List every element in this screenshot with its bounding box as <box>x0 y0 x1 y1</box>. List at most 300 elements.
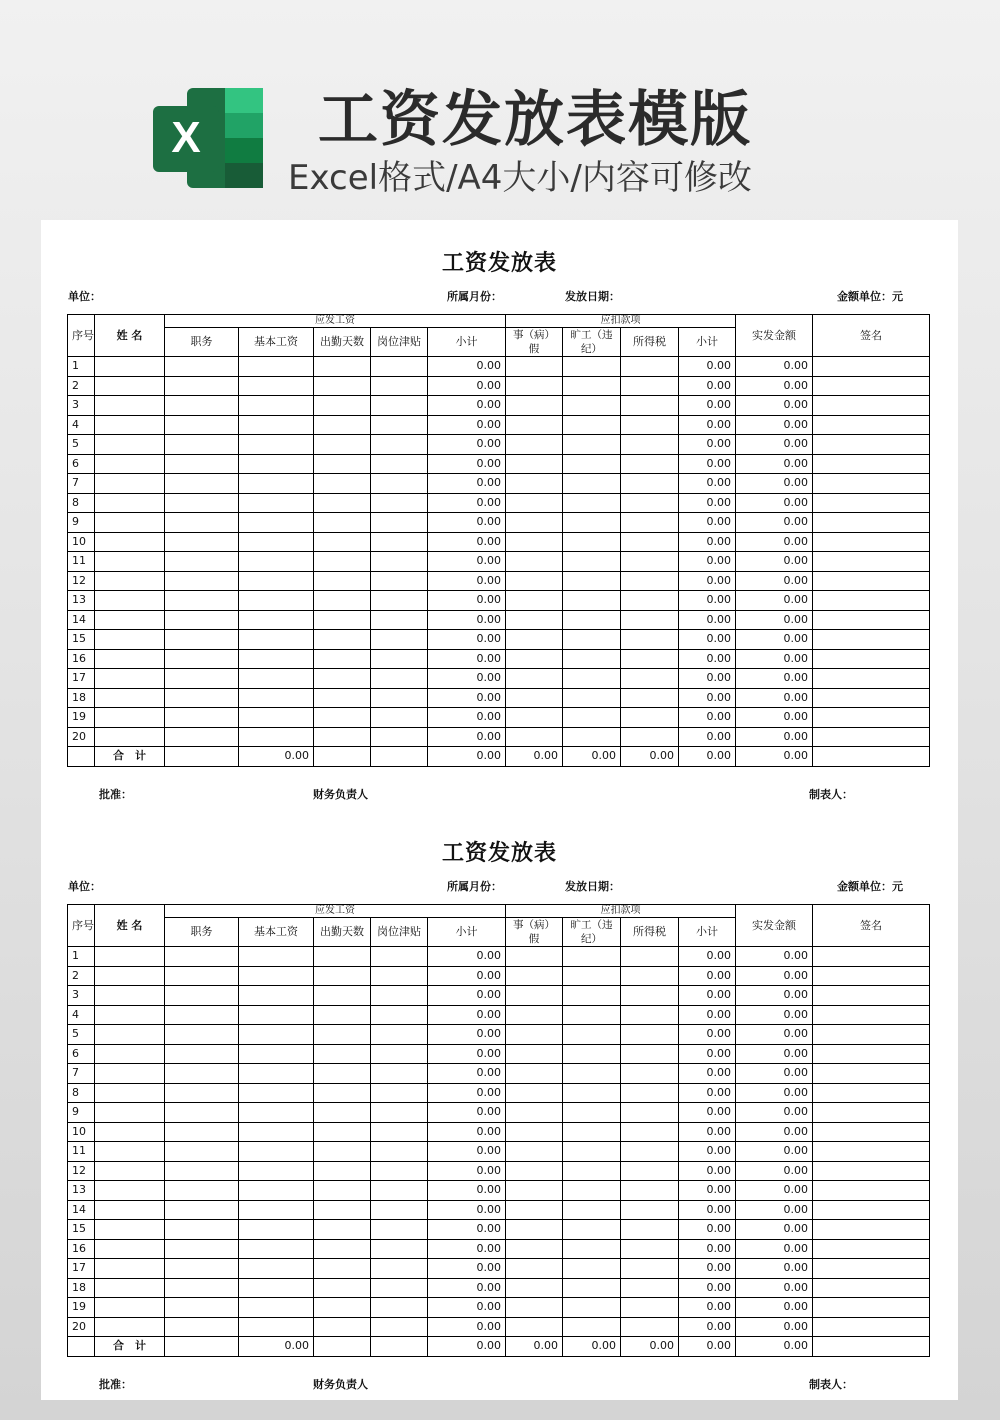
row-base-cell[interactable] <box>239 1005 314 1025</box>
row-base-cell[interactable] <box>239 513 314 533</box>
row-name-cell[interactable] <box>95 454 165 474</box>
row-absent-cell[interactable] <box>563 1142 621 1162</box>
row-leave-cell[interactable] <box>506 669 563 689</box>
row-absent-cell[interactable] <box>563 474 621 494</box>
row-position-cell[interactable] <box>165 513 239 533</box>
row-base-cell[interactable] <box>239 454 314 474</box>
row-days-cell[interactable] <box>314 1161 371 1181</box>
row-base-cell[interactable] <box>239 591 314 611</box>
row-tax-cell[interactable] <box>621 357 679 377</box>
row-leave-cell[interactable] <box>506 493 563 513</box>
row-absent-cell[interactable] <box>563 357 621 377</box>
row-sign-cell[interactable] <box>813 630 930 650</box>
row-position-cell[interactable] <box>165 552 239 572</box>
row-leave-cell[interactable] <box>506 1317 563 1337</box>
row-days-cell[interactable] <box>314 1083 371 1103</box>
row-sign-cell[interactable] <box>813 591 930 611</box>
row-absent-cell[interactable] <box>563 1317 621 1337</box>
row-sign-cell[interactable] <box>813 1064 930 1084</box>
row-position-cell[interactable] <box>165 1142 239 1162</box>
row-leave-cell[interactable] <box>506 1142 563 1162</box>
row-base-cell[interactable] <box>239 1317 314 1337</box>
row-name-cell[interactable] <box>95 986 165 1006</box>
row-absent-cell[interactable] <box>563 513 621 533</box>
row-allowance-cell[interactable] <box>371 435 428 455</box>
row-tax-cell[interactable] <box>621 1083 679 1103</box>
row-absent-cell[interactable] <box>563 1025 621 1045</box>
row-days-cell[interactable] <box>314 552 371 572</box>
total-days-cell[interactable] <box>314 1337 371 1357</box>
row-position-cell[interactable] <box>165 571 239 591</box>
row-name-cell[interactable] <box>95 1298 165 1318</box>
row-tax-cell[interactable] <box>621 474 679 494</box>
row-base-cell[interactable] <box>239 1142 314 1162</box>
row-absent-cell[interactable] <box>563 1064 621 1084</box>
row-tax-cell[interactable] <box>621 1103 679 1123</box>
row-base-cell[interactable] <box>239 1259 314 1279</box>
row-days-cell[interactable] <box>314 435 371 455</box>
row-position-cell[interactable] <box>165 396 239 416</box>
row-allowance-cell[interactable] <box>371 532 428 552</box>
row-allowance-cell[interactable] <box>371 1025 428 1045</box>
row-absent-cell[interactable] <box>563 708 621 728</box>
row-base-cell[interactable] <box>239 1181 314 1201</box>
row-leave-cell[interactable] <box>506 649 563 669</box>
row-allowance-cell[interactable] <box>371 513 428 533</box>
row-tax-cell[interactable] <box>621 669 679 689</box>
row-leave-cell[interactable] <box>506 727 563 747</box>
row-absent-cell[interactable] <box>563 415 621 435</box>
row-leave-cell[interactable] <box>506 1122 563 1142</box>
row-sign-cell[interactable] <box>813 1298 930 1318</box>
row-base-cell[interactable] <box>239 1239 314 1259</box>
row-leave-cell[interactable] <box>506 630 563 650</box>
row-tax-cell[interactable] <box>621 727 679 747</box>
row-allowance-cell[interactable] <box>371 415 428 435</box>
row-sign-cell[interactable] <box>813 357 930 377</box>
row-absent-cell[interactable] <box>563 1083 621 1103</box>
row-base-cell[interactable] <box>239 1122 314 1142</box>
row-days-cell[interactable] <box>314 376 371 396</box>
row-position-cell[interactable] <box>165 669 239 689</box>
row-days-cell[interactable] <box>314 1122 371 1142</box>
row-tax-cell[interactable] <box>621 630 679 650</box>
row-tax-cell[interactable] <box>621 1122 679 1142</box>
row-tax-cell[interactable] <box>621 1181 679 1201</box>
row-base-cell[interactable] <box>239 376 314 396</box>
row-base-cell[interactable] <box>239 947 314 967</box>
row-tax-cell[interactable] <box>621 708 679 728</box>
total-allowance-cell[interactable] <box>371 747 428 767</box>
row-allowance-cell[interactable] <box>371 376 428 396</box>
row-position-cell[interactable] <box>165 649 239 669</box>
row-position-cell[interactable] <box>165 1103 239 1123</box>
row-tax-cell[interactable] <box>621 1298 679 1318</box>
row-name-cell[interactable] <box>95 947 165 967</box>
row-days-cell[interactable] <box>314 1064 371 1084</box>
row-allowance-cell[interactable] <box>371 552 428 572</box>
row-days-cell[interactable] <box>314 1142 371 1162</box>
row-position-cell[interactable] <box>165 493 239 513</box>
row-allowance-cell[interactable] <box>371 1142 428 1162</box>
row-sign-cell[interactable] <box>813 1200 930 1220</box>
row-leave-cell[interactable] <box>506 1161 563 1181</box>
row-sign-cell[interactable] <box>813 1005 930 1025</box>
row-base-cell[interactable] <box>239 708 314 728</box>
row-leave-cell[interactable] <box>506 708 563 728</box>
row-position-cell[interactable] <box>165 708 239 728</box>
total-days-cell[interactable] <box>314 747 371 767</box>
row-days-cell[interactable] <box>314 688 371 708</box>
row-name-cell[interactable] <box>95 1064 165 1084</box>
row-allowance-cell[interactable] <box>371 1103 428 1123</box>
row-base-cell[interactable] <box>239 727 314 747</box>
row-days-cell[interactable] <box>314 1259 371 1279</box>
row-absent-cell[interactable] <box>563 1278 621 1298</box>
row-absent-cell[interactable] <box>563 986 621 1006</box>
row-leave-cell[interactable] <box>506 1200 563 1220</box>
row-tax-cell[interactable] <box>621 1044 679 1064</box>
row-tax-cell[interactable] <box>621 1278 679 1298</box>
total-sign-cell[interactable] <box>813 747 930 767</box>
row-days-cell[interactable] <box>314 1239 371 1259</box>
row-base-cell[interactable] <box>239 357 314 377</box>
row-allowance-cell[interactable] <box>371 1064 428 1084</box>
row-position-cell[interactable] <box>165 1025 239 1045</box>
row-allowance-cell[interactable] <box>371 493 428 513</box>
row-base-cell[interactable] <box>239 610 314 630</box>
row-absent-cell[interactable] <box>563 571 621 591</box>
row-base-cell[interactable] <box>239 1103 314 1123</box>
row-base-cell[interactable] <box>239 435 314 455</box>
row-days-cell[interactable] <box>314 1044 371 1064</box>
row-allowance-cell[interactable] <box>371 649 428 669</box>
row-leave-cell[interactable] <box>506 966 563 986</box>
row-absent-cell[interactable] <box>563 1298 621 1318</box>
row-name-cell[interactable] <box>95 708 165 728</box>
row-name-cell[interactable] <box>95 966 165 986</box>
row-tax-cell[interactable] <box>621 571 679 591</box>
row-name-cell[interactable] <box>95 727 165 747</box>
row-leave-cell[interactable] <box>506 435 563 455</box>
row-position-cell[interactable] <box>165 1259 239 1279</box>
row-allowance-cell[interactable] <box>371 986 428 1006</box>
row-absent-cell[interactable] <box>563 688 621 708</box>
row-leave-cell[interactable] <box>506 1064 563 1084</box>
row-days-cell[interactable] <box>314 532 371 552</box>
row-position-cell[interactable] <box>165 986 239 1006</box>
row-sign-cell[interactable] <box>813 1259 930 1279</box>
row-sign-cell[interactable] <box>813 708 930 728</box>
row-base-cell[interactable] <box>239 630 314 650</box>
row-leave-cell[interactable] <box>506 474 563 494</box>
row-name-cell[interactable] <box>95 630 165 650</box>
row-sign-cell[interactable] <box>813 552 930 572</box>
row-leave-cell[interactable] <box>506 1259 563 1279</box>
row-sign-cell[interactable] <box>813 376 930 396</box>
row-allowance-cell[interactable] <box>371 947 428 967</box>
row-sign-cell[interactable] <box>813 1278 930 1298</box>
row-days-cell[interactable] <box>314 474 371 494</box>
row-sign-cell[interactable] <box>813 986 930 1006</box>
row-sign-cell[interactable] <box>813 669 930 689</box>
row-name-cell[interactable] <box>95 1278 165 1298</box>
row-absent-cell[interactable] <box>563 435 621 455</box>
row-days-cell[interactable] <box>314 1200 371 1220</box>
row-tax-cell[interactable] <box>621 454 679 474</box>
row-position-cell[interactable] <box>165 630 239 650</box>
row-absent-cell[interactable] <box>563 1161 621 1181</box>
row-name-cell[interactable] <box>95 357 165 377</box>
row-leave-cell[interactable] <box>506 532 563 552</box>
row-absent-cell[interactable] <box>563 376 621 396</box>
row-leave-cell[interactable] <box>506 591 563 611</box>
row-leave-cell[interactable] <box>506 357 563 377</box>
row-base-cell[interactable] <box>239 1025 314 1045</box>
row-name-cell[interactable] <box>95 396 165 416</box>
row-name-cell[interactable] <box>95 1259 165 1279</box>
row-position-cell[interactable] <box>165 591 239 611</box>
row-name-cell[interactable] <box>95 1220 165 1240</box>
row-absent-cell[interactable] <box>563 1044 621 1064</box>
row-allowance-cell[interactable] <box>371 1083 428 1103</box>
row-days-cell[interactable] <box>314 947 371 967</box>
row-allowance-cell[interactable] <box>371 357 428 377</box>
row-sign-cell[interactable] <box>813 1220 930 1240</box>
row-days-cell[interactable] <box>314 966 371 986</box>
row-name-cell[interactable] <box>95 513 165 533</box>
row-position-cell[interactable] <box>165 966 239 986</box>
row-tax-cell[interactable] <box>621 532 679 552</box>
row-base-cell[interactable] <box>239 552 314 572</box>
row-position-cell[interactable] <box>165 1122 239 1142</box>
row-days-cell[interactable] <box>314 986 371 1006</box>
row-tax-cell[interactable] <box>621 1025 679 1045</box>
row-allowance-cell[interactable] <box>371 1317 428 1337</box>
row-name-cell[interactable] <box>95 532 165 552</box>
row-position-cell[interactable] <box>165 947 239 967</box>
row-sign-cell[interactable] <box>813 415 930 435</box>
row-name-cell[interactable] <box>95 376 165 396</box>
row-tax-cell[interactable] <box>621 435 679 455</box>
row-allowance-cell[interactable] <box>371 1278 428 1298</box>
row-name-cell[interactable] <box>95 1005 165 1025</box>
row-position-cell[interactable] <box>165 1220 239 1240</box>
row-name-cell[interactable] <box>95 474 165 494</box>
row-name-cell[interactable] <box>95 1083 165 1103</box>
row-allowance-cell[interactable] <box>371 610 428 630</box>
row-absent-cell[interactable] <box>563 630 621 650</box>
row-position-cell[interactable] <box>165 1044 239 1064</box>
row-allowance-cell[interactable] <box>371 1044 428 1064</box>
row-position-cell[interactable] <box>165 357 239 377</box>
row-position-cell[interactable] <box>165 415 239 435</box>
row-days-cell[interactable] <box>314 1181 371 1201</box>
row-position-cell[interactable] <box>165 610 239 630</box>
row-name-cell[interactable] <box>95 1181 165 1201</box>
row-days-cell[interactable] <box>314 649 371 669</box>
row-absent-cell[interactable] <box>563 1122 621 1142</box>
row-position-cell[interactable] <box>165 532 239 552</box>
row-absent-cell[interactable] <box>563 454 621 474</box>
row-days-cell[interactable] <box>314 357 371 377</box>
row-position-cell[interactable] <box>165 1005 239 1025</box>
row-leave-cell[interactable] <box>506 552 563 572</box>
row-name-cell[interactable] <box>95 591 165 611</box>
row-tax-cell[interactable] <box>621 966 679 986</box>
row-days-cell[interactable] <box>314 415 371 435</box>
row-allowance-cell[interactable] <box>371 688 428 708</box>
row-position-cell[interactable] <box>165 1200 239 1220</box>
row-name-cell[interactable] <box>95 1317 165 1337</box>
row-tax-cell[interactable] <box>621 986 679 1006</box>
row-sign-cell[interactable] <box>813 493 930 513</box>
row-leave-cell[interactable] <box>506 415 563 435</box>
row-sign-cell[interactable] <box>813 1142 930 1162</box>
row-absent-cell[interactable] <box>563 610 621 630</box>
row-days-cell[interactable] <box>314 396 371 416</box>
row-tax-cell[interactable] <box>621 552 679 572</box>
row-sign-cell[interactable] <box>813 1239 930 1259</box>
row-base-cell[interactable] <box>239 649 314 669</box>
row-absent-cell[interactable] <box>563 591 621 611</box>
row-absent-cell[interactable] <box>563 1220 621 1240</box>
row-allowance-cell[interactable] <box>371 454 428 474</box>
row-sign-cell[interactable] <box>813 513 930 533</box>
row-leave-cell[interactable] <box>506 1025 563 1045</box>
row-position-cell[interactable] <box>165 474 239 494</box>
row-days-cell[interactable] <box>314 669 371 689</box>
row-absent-cell[interactable] <box>563 493 621 513</box>
row-absent-cell[interactable] <box>563 727 621 747</box>
row-sign-cell[interactable] <box>813 1044 930 1064</box>
row-position-cell[interactable] <box>165 454 239 474</box>
row-base-cell[interactable] <box>239 532 314 552</box>
row-absent-cell[interactable] <box>563 966 621 986</box>
row-leave-cell[interactable] <box>506 376 563 396</box>
row-sign-cell[interactable] <box>813 435 930 455</box>
row-allowance-cell[interactable] <box>371 1005 428 1025</box>
row-base-cell[interactable] <box>239 1064 314 1084</box>
row-name-cell[interactable] <box>95 435 165 455</box>
row-allowance-cell[interactable] <box>371 708 428 728</box>
row-leave-cell[interactable] <box>506 610 563 630</box>
row-leave-cell[interactable] <box>506 513 563 533</box>
row-sign-cell[interactable] <box>813 1181 930 1201</box>
row-position-cell[interactable] <box>165 1278 239 1298</box>
row-tax-cell[interactable] <box>621 610 679 630</box>
row-days-cell[interactable] <box>314 1220 371 1240</box>
row-absent-cell[interactable] <box>563 552 621 572</box>
row-base-cell[interactable] <box>239 1200 314 1220</box>
row-absent-cell[interactable] <box>563 1103 621 1123</box>
row-allowance-cell[interactable] <box>371 1259 428 1279</box>
row-sign-cell[interactable] <box>813 649 930 669</box>
row-days-cell[interactable] <box>314 591 371 611</box>
row-leave-cell[interactable] <box>506 571 563 591</box>
row-tax-cell[interactable] <box>621 376 679 396</box>
row-allowance-cell[interactable] <box>371 1161 428 1181</box>
row-days-cell[interactable] <box>314 1025 371 1045</box>
row-days-cell[interactable] <box>314 454 371 474</box>
row-position-cell[interactable] <box>165 1298 239 1318</box>
row-allowance-cell[interactable] <box>371 1298 428 1318</box>
row-leave-cell[interactable] <box>506 396 563 416</box>
row-sign-cell[interactable] <box>813 1025 930 1045</box>
row-base-cell[interactable] <box>239 1161 314 1181</box>
row-leave-cell[interactable] <box>506 1005 563 1025</box>
row-absent-cell[interactable] <box>563 649 621 669</box>
row-leave-cell[interactable] <box>506 986 563 1006</box>
row-name-cell[interactable] <box>95 1044 165 1064</box>
row-allowance-cell[interactable] <box>371 630 428 650</box>
row-allowance-cell[interactable] <box>371 669 428 689</box>
row-sign-cell[interactable] <box>813 1083 930 1103</box>
row-absent-cell[interactable] <box>563 1005 621 1025</box>
total-sign-cell[interactable] <box>813 1337 930 1357</box>
row-base-cell[interactable] <box>239 1083 314 1103</box>
row-tax-cell[interactable] <box>621 1161 679 1181</box>
row-days-cell[interactable] <box>314 708 371 728</box>
row-position-cell[interactable] <box>165 727 239 747</box>
row-position-cell[interactable] <box>165 1161 239 1181</box>
row-position-cell[interactable] <box>165 376 239 396</box>
row-tax-cell[interactable] <box>621 1005 679 1025</box>
row-leave-cell[interactable] <box>506 1278 563 1298</box>
row-base-cell[interactable] <box>239 571 314 591</box>
row-base-cell[interactable] <box>239 396 314 416</box>
row-days-cell[interactable] <box>314 1103 371 1123</box>
row-days-cell[interactable] <box>314 513 371 533</box>
row-leave-cell[interactable] <box>506 1103 563 1123</box>
row-sign-cell[interactable] <box>813 966 930 986</box>
row-absent-cell[interactable] <box>563 532 621 552</box>
row-base-cell[interactable] <box>239 669 314 689</box>
row-tax-cell[interactable] <box>621 1259 679 1279</box>
row-sign-cell[interactable] <box>813 571 930 591</box>
row-leave-cell[interactable] <box>506 1220 563 1240</box>
row-absent-cell[interactable] <box>563 1239 621 1259</box>
row-leave-cell[interactable] <box>506 947 563 967</box>
row-base-cell[interactable] <box>239 1220 314 1240</box>
row-allowance-cell[interactable] <box>371 727 428 747</box>
row-leave-cell[interactable] <box>506 454 563 474</box>
row-base-cell[interactable] <box>239 966 314 986</box>
row-tax-cell[interactable] <box>621 1239 679 1259</box>
row-days-cell[interactable] <box>314 493 371 513</box>
row-leave-cell[interactable] <box>506 1239 563 1259</box>
row-tax-cell[interactable] <box>621 1317 679 1337</box>
row-sign-cell[interactable] <box>813 396 930 416</box>
row-name-cell[interactable] <box>95 415 165 435</box>
row-name-cell[interactable] <box>95 688 165 708</box>
row-allowance-cell[interactable] <box>371 591 428 611</box>
row-tax-cell[interactable] <box>621 947 679 967</box>
row-name-cell[interactable] <box>95 1239 165 1259</box>
row-tax-cell[interactable] <box>621 396 679 416</box>
row-absent-cell[interactable] <box>563 1181 621 1201</box>
row-tax-cell[interactable] <box>621 1200 679 1220</box>
row-name-cell[interactable] <box>95 552 165 572</box>
row-tax-cell[interactable] <box>621 591 679 611</box>
row-name-cell[interactable] <box>95 1200 165 1220</box>
row-days-cell[interactable] <box>314 1317 371 1337</box>
row-base-cell[interactable] <box>239 1278 314 1298</box>
row-allowance-cell[interactable] <box>371 571 428 591</box>
row-base-cell[interactable] <box>239 688 314 708</box>
row-name-cell[interactable] <box>95 571 165 591</box>
row-allowance-cell[interactable] <box>371 1122 428 1142</box>
